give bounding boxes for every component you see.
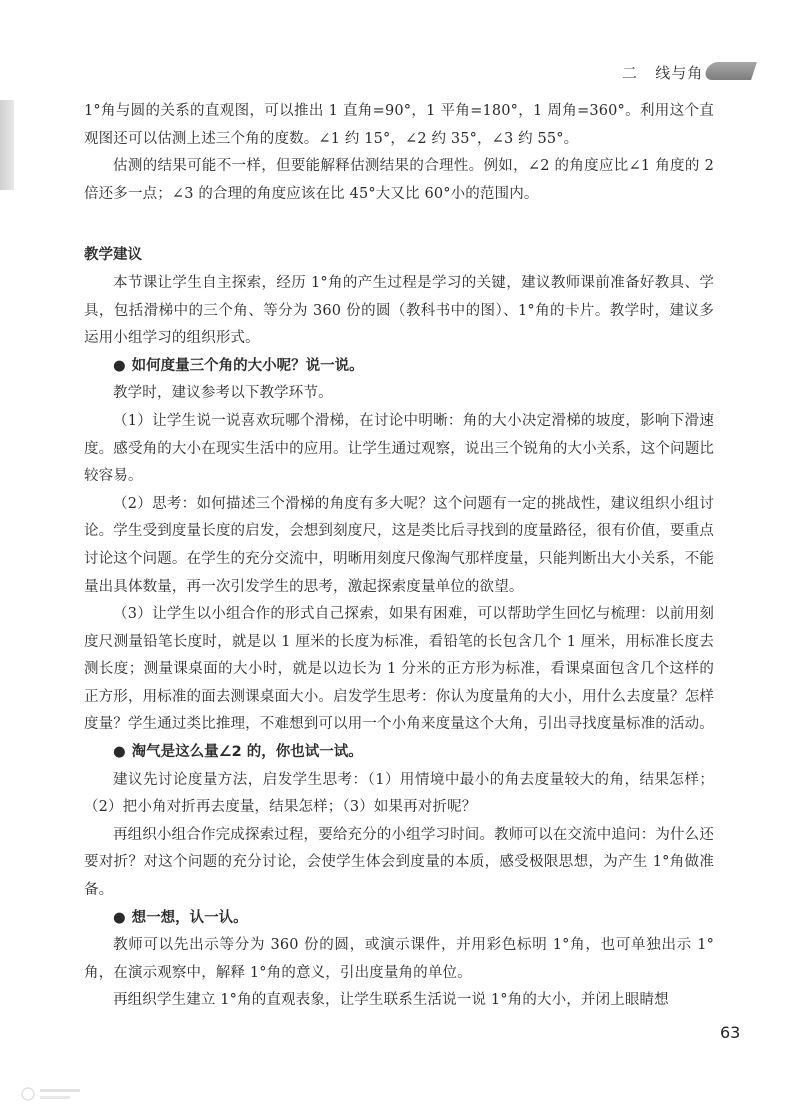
bullet-heading — [84, 353, 714, 381]
watermark-logo-icon — [20, 1084, 130, 1104]
bullet-heading — [84, 905, 714, 933]
paragraph: 建议先讨论度量方法，启发学生思考：（1）用情境中最小的角去度量较大的角，结果怎样；（2）把小角对折再去度量，结果怎样；（3）如果再对折呢？ — [84, 771, 714, 816]
bullet-dot-icon: ● — [113, 357, 126, 374]
chapter-tab-decoration — [703, 62, 757, 80]
page-edge-decoration — [0, 100, 14, 190]
paragraph: 估测的结果可能不一样，但要能解释估测结果的合理性。例如，∠2 的角度应比∠1 角度的 2 倍还多一点；∠3 的合理的角度应该在比 45°大又比 60°小的范围内。 — [84, 158, 714, 202]
bullet-dot-icon: ● — [113, 909, 126, 926]
bullet-text: 淘气是这么量∠2 的，你也试一试。 — [131, 744, 363, 761]
bullet-dot-icon: ● — [113, 744, 126, 761]
page-number: 63 — [720, 1023, 741, 1042]
paragraph: 再组织学生建立 1°角的直观表象，让学生联系生活说一说 1°角的大小，并闭上眼睛想 — [113, 992, 669, 1009]
paragraph: 1°角与圆的关系的直观图，可以推出 1 直角=90°，1 平角=180°，1 周角=360°。利用这个直观图还可以估测上述三个角的度数。∠1 约 15°，∠2 约 35°，∠3 约 55°。 — [84, 103, 714, 147]
bullet-text: 如何度量三个角的大小呢？说一说。 — [131, 357, 364, 374]
section-heading: 教学建议 — [84, 247, 142, 264]
paragraph: 教学时，建议参考以下教学环节。 — [113, 385, 333, 402]
paragraph: （1）让学生说一说喜欢玩哪个滑梯，在讨论中明晰：角的大小决定滑梯的坡度，影响下滑速度。感受角的大小在现实生活中的应用。让学生通过观察，说出三个锐角的大小关系，这个问题比较容易。 — [84, 412, 714, 485]
bullet-heading — [84, 739, 714, 767]
bullet-text: 想一想，认一认。 — [131, 909, 248, 926]
chapter-title: 二 线与角 — [622, 64, 704, 82]
paragraph: 本节课让学生自主探索，经历 1°角的产生过程是学习的关键，建议教师课前准备好教具、学具，包括滑梯中的三个角、等分为 360 份的圆（教科书中的图）、1°角的卡片。教学时，建议多运用小组学习的组织形式。 — [84, 274, 714, 347]
paragraph: 再组织小组合作完成探索过程，要给充分的小组学习时间。教师可以在交流中追问：为什么还要对折？对这个问题的充分讨论，会使学生体会到度量的本质，感受极限思想，为产生 1°角做准备。 — [84, 826, 714, 899]
paragraph: （2）思考：如何描述三个滑梯的角度有多大呢？这个问题有一定的挑战性，建议组织小组讨论。学生受到度量长度的启发，会想到刻度尺，这是类比后寻找到的度量路径，很有价值，要重点讨论这个问题。在学生的充分交流中，明晰用刻度尺像淘气那样度量，只能判断出大小关系，不能量出具体数量，再一次引发学生的思考，激起探索度量单位的欲望。 — [84, 495, 714, 595]
paragraph: （3）让学生以小组合作的形式自己探索，如果有困难，可以帮助学生回忆与梳理：以前用刻度尺测量铅笔长度时，就是以 1 厘米的长度为标准，看铅笔的长包含几个 1 厘米，用标准长度去测长度；测量课桌面的大小时，就是以边长为 1 分米的正方形为标准，看课桌面包含几个这样的正方形，用标准的面去测课桌面大小。启发学生思考：你认为度量角的大小，用什么去度量？怎样度量？学生通过类比推理，不难想到可以用一个小角来度量这个大角，引出寻找度量标准的活动。 — [84, 606, 714, 733]
page-body — [84, 98, 714, 1015]
paragraph: 教师可以先出示等分为 360 份的圆，或演示课件，并用彩色标明 1°角，也可单独出示 1°角，在演示观察中，解释 1°角的意义，引出度量角的单位。 — [84, 937, 714, 981]
